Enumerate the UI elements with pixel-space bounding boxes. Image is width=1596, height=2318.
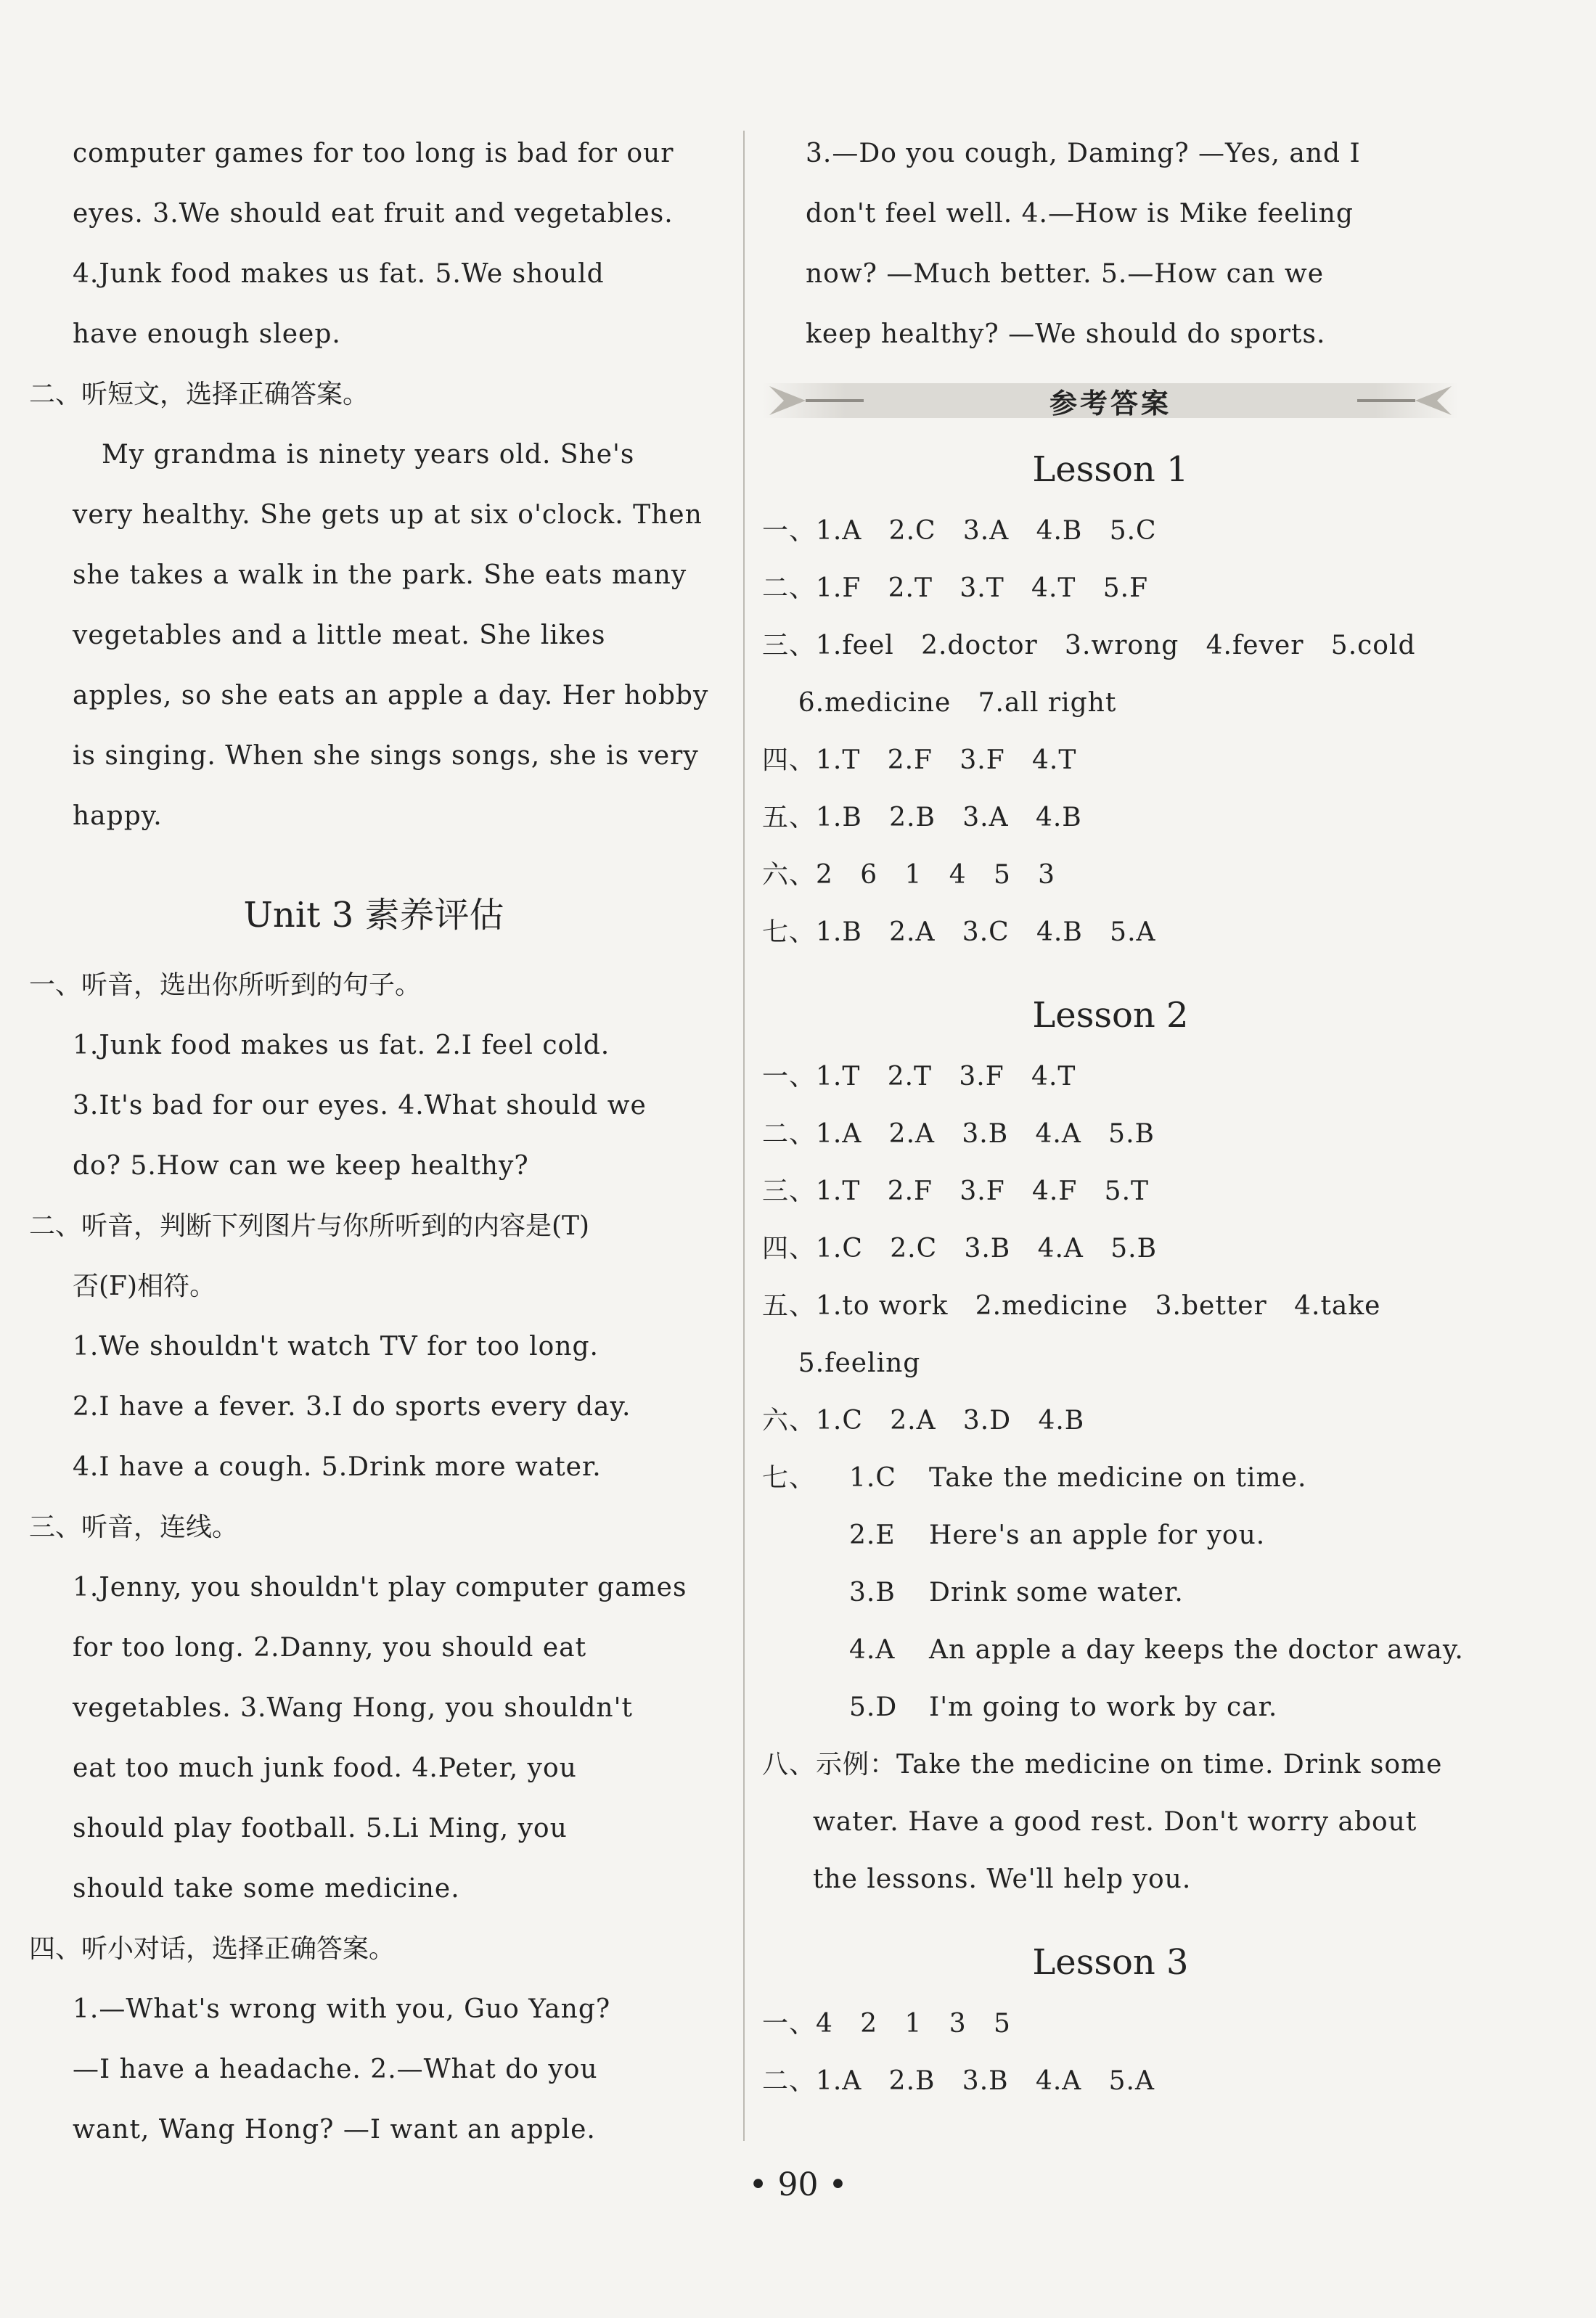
section-heading: 二、听音，判断下列图片与你所听到的内容是(T)	[29, 1211, 590, 1241]
passage-line: very healthy. She gets up at six o'clock. Then	[73, 500, 703, 530]
continued-line: keep healthy? —We should do sports.	[806, 319, 1326, 349]
match-number: 3.B	[849, 1578, 896, 1608]
answer-line: 六、2 6 1 4 5 3	[762, 860, 1056, 890]
passage-line: apples, so she eats an apple a day. Her hobby	[73, 681, 709, 710]
answer-line: 二、1.F 2.T 3.T 4.T 5.F	[762, 573, 1149, 603]
continued-line: don't feel well. 4.—How is Mike feeling	[806, 199, 1354, 229]
answer-line: 3.It's bad for our eyes. 4.What should we	[73, 1091, 647, 1121]
answer-line: vegetables. 3.Wang Hong, you shouldn't	[73, 1693, 633, 1723]
matching-answer-row	[762, 1679, 1459, 1736]
match-number: 1.C	[849, 1463, 896, 1493]
answer-line: 八、示例：Take the medicine on time. Drink some	[762, 1750, 1443, 1780]
answer-line: 七、1.B 2.A 3.C 4.B 5.A	[762, 917, 1156, 947]
match-text: Drink some water.	[929, 1578, 1184, 1608]
continued-line: 4.Junk food makes us fat. 5.We should	[73, 259, 605, 289]
answer-line: should play football. 5.Li Ming, you	[73, 1814, 568, 1843]
matching-answer-row	[762, 1449, 1459, 1507]
answer-line: for too long. 2.Danny, you should eat	[73, 1633, 587, 1663]
passage-line: she takes a walk in the park. She eats many	[73, 560, 687, 590]
continued-line: computer games for too long is bad for our	[73, 139, 674, 168]
answer-line: 四、1.T 2.F 3.F 4.T	[762, 745, 1077, 775]
answer-line: 四、1.C 2.C 3.B 4.A 5.B	[762, 1234, 1158, 1264]
matching-answer-row	[762, 1507, 1459, 1564]
answer-line: 二、1.A 2.B 3.B 4.A 5.A	[762, 2066, 1155, 2096]
banner-title: 参考答案	[1049, 386, 1171, 419]
answer-line: the lessons. We'll help you.	[813, 1864, 1192, 1894]
right-column	[762, 123, 1464, 2110]
match-number: 4.A	[849, 1635, 896, 1665]
lesson-title: Lesson 3	[1032, 1942, 1189, 1983]
answer-line: 五、1.to work 2.medicine 3.better 4.take	[762, 1291, 1381, 1321]
column-divider	[743, 131, 745, 2141]
continued-line: eyes. 3.We should eat fruit and vegetables.	[73, 199, 674, 229]
answer-line: 1.We shouldn't watch TV for too long.	[73, 1332, 599, 1361]
passage-line: is singing. When she sings songs, she is very	[73, 741, 699, 771]
matching-answer-row	[762, 1564, 1459, 1621]
match-number: 2.E	[849, 1520, 896, 1550]
match-number: 5.D	[849, 1692, 898, 1722]
arrow-decoration-icon	[1314, 372, 1459, 430]
answer-line: 三、1.feel 2.doctor 3.wrong 4.fever 5.cold	[762, 631, 1416, 660]
answer-line: 6.medicine 7.all right	[762, 688, 1117, 718]
continued-line: 3.—Do you cough, Daming? —Yes, and I	[806, 139, 1361, 168]
continued-line: now? —Much better. 5.—How can we	[806, 259, 1325, 289]
answer-line: —I have a headache. 2.—What do you	[73, 2055, 598, 2084]
answer-line: 五、1.B 2.B 3.A 4.B	[762, 803, 1082, 832]
passage-line: My grandma is ninety years old. She's	[102, 440, 635, 470]
answer-line: 一、1.A 2.C 3.A 4.B 5.C	[762, 516, 1157, 546]
page-number: • 90 •	[748, 2166, 848, 2203]
answer-line: want, Wang Hong? —I want an apple.	[73, 2115, 596, 2145]
answer-line: 三、1.T 2.F 3.F 4.F 5.T	[762, 1176, 1150, 1206]
answer-line: 六、1.C 2.A 3.D 4.B	[762, 1406, 1085, 1436]
arrow-decoration-icon	[762, 372, 907, 430]
answer-line: 4.I have a cough. 5.Drink more water.	[73, 1452, 602, 1482]
passage-line: vegetables and a little meat. She likes	[73, 621, 606, 650]
answer-line: 2.I have a fever. 3.I do sports every day.	[73, 1392, 631, 1422]
answer-line: do? 5.How can we keep healthy?	[73, 1151, 529, 1181]
section-heading: 一、听音，选出你所听到的句子。	[29, 970, 422, 1000]
answer-line: water. Have a good rest. Don't worry about	[813, 1807, 1417, 1837]
matching-answer-row	[762, 1621, 1464, 1679]
section-heading: 否(F)相符。	[73, 1271, 216, 1301]
answer-line: 1.Junk food makes us fat. 2.I feel cold.	[73, 1031, 610, 1060]
unit-title: Unit 3 素养评估	[243, 895, 504, 935]
answer-line: 1.—What's wrong with you, Guo Yang?	[73, 1994, 611, 2024]
lesson-title: Lesson 2	[1032, 995, 1189, 1036]
answer-line: 5.feeling	[762, 1348, 921, 1378]
section-heading: 四、听小对话，选择正确答案。	[29, 1934, 396, 1964]
section-heading: 二、听短文，选择正确答案。	[29, 380, 369, 409]
answer-line: 二、1.A 2.A 3.B 4.A 5.B	[762, 1119, 1155, 1149]
left-column	[29, 123, 719, 2160]
match-text: An apple a day keeps the doctor away.	[929, 1635, 1464, 1665]
question-label: 七、	[762, 1463, 817, 1493]
section-heading: 三、听音，连线。	[29, 1512, 239, 1542]
match-text: I'm going to work by car.	[929, 1692, 1278, 1722]
match-text: Here's an apple for you.	[929, 1520, 1266, 1550]
lesson-title: Lesson 1	[1032, 449, 1189, 490]
answer-line: should take some medicine.	[73, 1874, 460, 1904]
answer-key-banner	[762, 372, 1459, 430]
answer-line: eat too much junk food. 4.Peter, you	[73, 1753, 577, 1783]
answer-line: 一、1.T 2.T 3.F 4.T	[762, 1062, 1076, 1092]
answer-line: 1.Jenny, you shouldn't play computer games	[73, 1573, 687, 1602]
continued-line: have enough sleep.	[73, 319, 341, 349]
passage-line: happy.	[73, 801, 163, 831]
answer-line: 一、4 2 1 3 5	[762, 2009, 1011, 2039]
match-text: Take the medicine on time.	[929, 1463, 1307, 1493]
